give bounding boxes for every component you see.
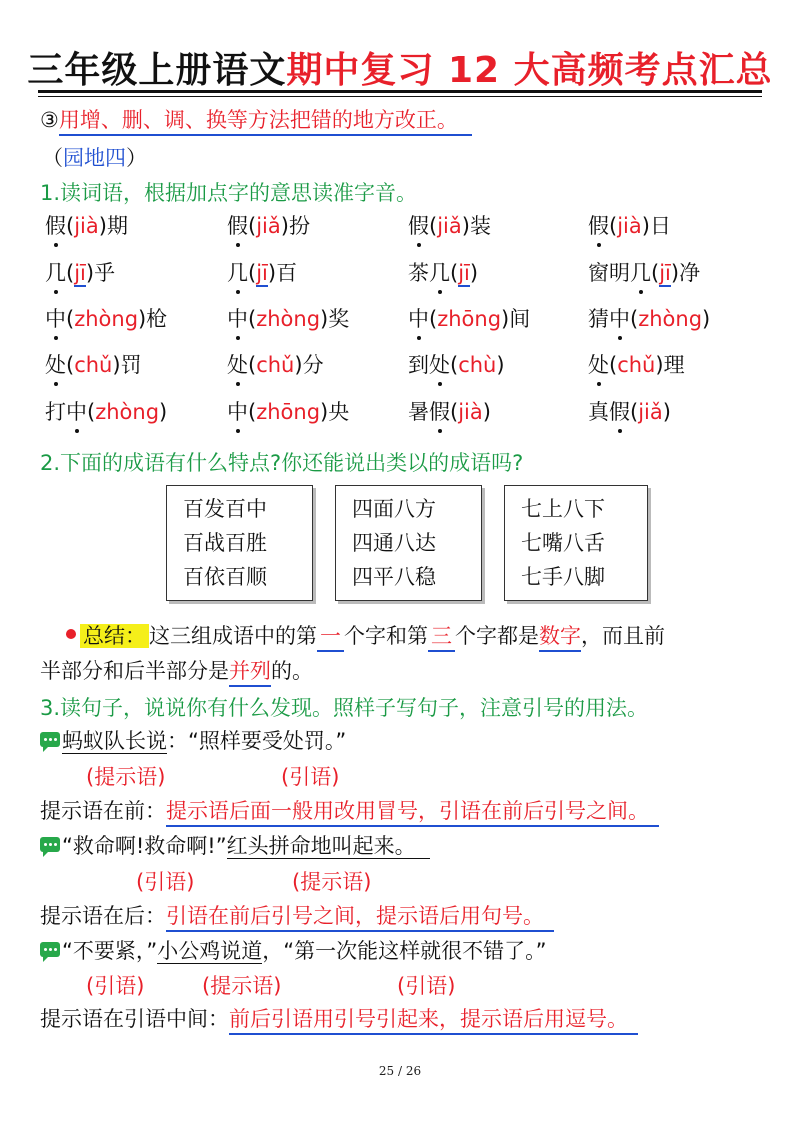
tag-quote: (引语) [281,765,340,789]
pinyin-item: 假(jiǎ)扮 [227,210,310,240]
word-prefix: 打 [45,400,66,424]
rule-label: 提示语在引语中间： [40,1007,229,1031]
chat-icon [40,837,60,852]
pinyin-item: 处(chǔ)罚 [45,349,142,379]
q3-title: 3.读句子，说说你有什么发现。照样子写句子，注意引号的用法。 [40,696,649,720]
dotted-character: 处 [227,349,248,379]
pin-icon [66,629,76,639]
idiom: 百依百顺 [183,565,267,589]
pinyin-item: 假(jiǎ)装 [408,210,491,240]
word-suffix: 装 [469,214,491,238]
summary-label: 总结： [80,624,149,648]
summary-text: 半部分和后半部分是 [40,659,229,683]
section-number: ③ [40,108,59,132]
word-suffix: 期 [106,214,128,238]
idiom: 四通八达 [352,531,436,555]
tag-prompt: (提示语) [292,870,372,894]
summary-text: 个字和第 [344,624,428,648]
pinyin-row [45,303,765,333]
pinyin-answer: chǔ [617,353,656,377]
dotted-character: 假 [609,396,630,426]
word-suffix: 分 [302,353,324,377]
rule-label: 提示语在后： [40,904,166,928]
pinyin-answer: zhòng [638,307,703,331]
yuandi-name: 园地四 [63,146,126,170]
pinyin-answer: jià [617,214,642,238]
word-suffix: 净 [679,261,701,285]
word-suffix: 日 [649,214,671,238]
quote-phrase: “不要紧，” [62,939,158,963]
dotted-character: 处 [588,349,609,379]
pinyin-item: 真假(jiǎ) [588,396,671,426]
pinyin-answer: jiǎ [638,400,663,424]
word-prefix: 真 [588,400,609,424]
pinyin-item: 窗明几(jī)净 [588,257,700,287]
title-rule-thick [38,90,762,93]
dotted-character: 中 [227,396,248,426]
word-prefix: 窗明 [588,261,630,285]
pinyin-answer: jī [458,261,470,285]
title-part2: 期中复习 12 大高频考点汇总 [286,50,773,91]
summary-line-2 [40,655,313,685]
q1-title: 1.读词语，根据加点字的意思读准字音。 [40,181,418,205]
tag-quote: (引语) [136,870,195,894]
pinyin-item: 几(jī)百 [227,257,297,287]
pinyin-item: 中(zhōng)间 [408,303,530,333]
pinyin-answer: zhòng [256,307,321,331]
tag-prompt: (提示语) [86,765,166,789]
rule-answer: 引语在前后引号之间，提示语后用句号。 [166,904,554,932]
pinyin-item: 暑假(jià) [408,396,491,426]
page-title [0,42,800,93]
chat-icon [40,942,60,957]
rule-2 [40,900,554,930]
pinyin-item: 处(chǔ)理 [588,349,685,379]
summary-text: ，而且前 [581,624,665,648]
title-part1: 三年级上册语文 [27,50,287,91]
idiom: 四平八稳 [352,565,436,589]
word-prefix: 茶 [408,261,429,285]
pinyin-answer: chǔ [256,353,295,377]
title-rule-thin [38,96,762,97]
pinyin-answer: jī [256,261,268,285]
prompt-phrase: 小公鸡说道 [157,939,263,963]
pinyin-answer: jià [458,400,483,424]
section3-heading [40,104,472,134]
word-prefix: 猜 [588,307,609,331]
dotted-character: 假 [588,210,609,240]
pinyin-answer: zhòng [95,400,160,424]
answer-blank: 数字 [539,624,581,652]
word-suffix: 百 [276,261,298,285]
dotted-character: 处 [429,349,450,379]
rule-answer: 前后引语用引号引起来，提示语后用逗号。 [229,1007,638,1035]
pinyin-item: 猜中(zhòng) [588,303,710,333]
tag-prompt: (提示语) [202,974,282,998]
pinyin-item: 中(zhòng)枪 [45,303,167,333]
pinyin-item: 中(zhòng)奖 [227,303,349,333]
dotted-character: 几 [227,257,248,287]
prompt-phrase: 蚂蚁队长说 [62,729,167,753]
answer-blank: 三 [428,624,455,652]
prompt-phrase: 红头拼命地叫起来。 [227,834,430,859]
dotted-character: 假 [227,210,248,240]
dotted-character: 假 [408,210,429,240]
quote-phrase: ，“第一次能这样就很不错了。” [262,939,547,963]
pinyin-row [45,349,765,379]
answer-blank: 一 [317,624,344,652]
dotted-character: 几 [630,257,651,287]
dotted-character: 几 [45,257,66,287]
chat-icon [40,732,60,747]
pinyin-row [45,210,765,240]
idiom: 七上八下 [521,497,605,521]
dotted-character: 假 [45,210,66,240]
pinyin-answer: chù [458,353,497,377]
word-suffix: 奖 [328,307,350,331]
pinyin-answer: zhòng [74,307,139,331]
section3-heading-text: 用增、删、调、换等方法把错的地方改正。 [59,108,472,136]
dotted-character: 假 [429,396,450,426]
idiom-box-3 [504,485,648,601]
dotted-character: 中 [227,303,248,333]
idiom: 百战百胜 [183,531,267,555]
rule-1 [40,795,659,825]
idiom-box-2 [335,485,482,601]
rule-3 [40,1003,638,1033]
pinyin-item: 处(chǔ)分 [227,349,324,379]
yuandi-label [42,142,147,172]
page-number: 25 / 26 [378,1064,422,1078]
q2-title: 2.下面的成语有什么特点?你还能说出类以的成语吗? [40,451,524,475]
idiom: 七手八脚 [521,565,605,589]
pinyin-item: 茶几(jī) [408,257,478,287]
example-sentence-3 [40,935,547,965]
rule-answer: 提示语后面一般用改用冒号，引语在前后引号之间。 [166,799,659,827]
pinyin-item: 到处(chù) [408,349,505,379]
idiom: 七嘴八舌 [521,531,605,555]
example-sentence-2 [40,830,430,860]
summary-text: 个字都是 [455,624,539,648]
pinyin-answer: jià [74,214,99,238]
word-suffix: 乎 [94,261,116,285]
pinyin-answer: jiǎ [437,214,462,238]
dotted-character: 几 [429,257,450,287]
pinyin-item: 中(zhōng)央 [227,396,349,426]
answer-blank: 并列 [229,659,271,687]
pinyin-row [45,396,765,426]
summary-text: 这三组成语中的第 [149,624,317,648]
summary-text: 的。 [271,659,313,683]
word-suffix: 央 [328,400,350,424]
quote-phrase: ：“照样要受处罚。” [167,729,347,753]
word-suffix: 枪 [146,307,168,331]
paren-close: ） [126,146,147,170]
dotted-character: 中 [408,303,429,333]
pinyin-item: 假(jià)期 [45,210,128,240]
tag-quote: (引语) [86,974,145,998]
pinyin-answer: jiǎ [256,214,281,238]
word-prefix: 到 [408,353,429,377]
rule-label: 提示语在前： [40,799,166,823]
word-suffix: 罚 [120,353,142,377]
summary-line-1 [66,620,665,650]
dotted-character: 中 [66,396,87,426]
pinyin-item: 打中(zhòng) [45,396,167,426]
pinyin-row [45,257,765,287]
pinyin-item: 假(jià)日 [588,210,671,240]
example-sentence-1 [40,725,346,755]
idiom: 四面八方 [352,497,436,521]
pinyin-answer: jī [74,261,86,285]
word-suffix: 间 [509,307,531,331]
quote-phrase: “救命啊!救命啊!” [62,834,227,858]
pinyin-answer: zhōng [437,307,502,331]
paren-open: （ [42,146,63,170]
dotted-character: 处 [45,349,66,379]
tag-quote: (引语) [397,974,456,998]
pinyin-item: 几(jī)乎 [45,257,115,287]
pinyin-answer: zhōng [256,400,321,424]
word-prefix: 暑 [408,400,429,424]
pinyin-answer: chǔ [74,353,113,377]
idiom-box-1 [166,485,313,601]
word-suffix: 理 [663,353,685,377]
dotted-character: 中 [45,303,66,333]
dotted-character: 中 [609,303,630,333]
idiom: 百发百中 [183,497,267,521]
word-suffix: 扮 [288,214,310,238]
pinyin-answer: jī [659,261,671,285]
